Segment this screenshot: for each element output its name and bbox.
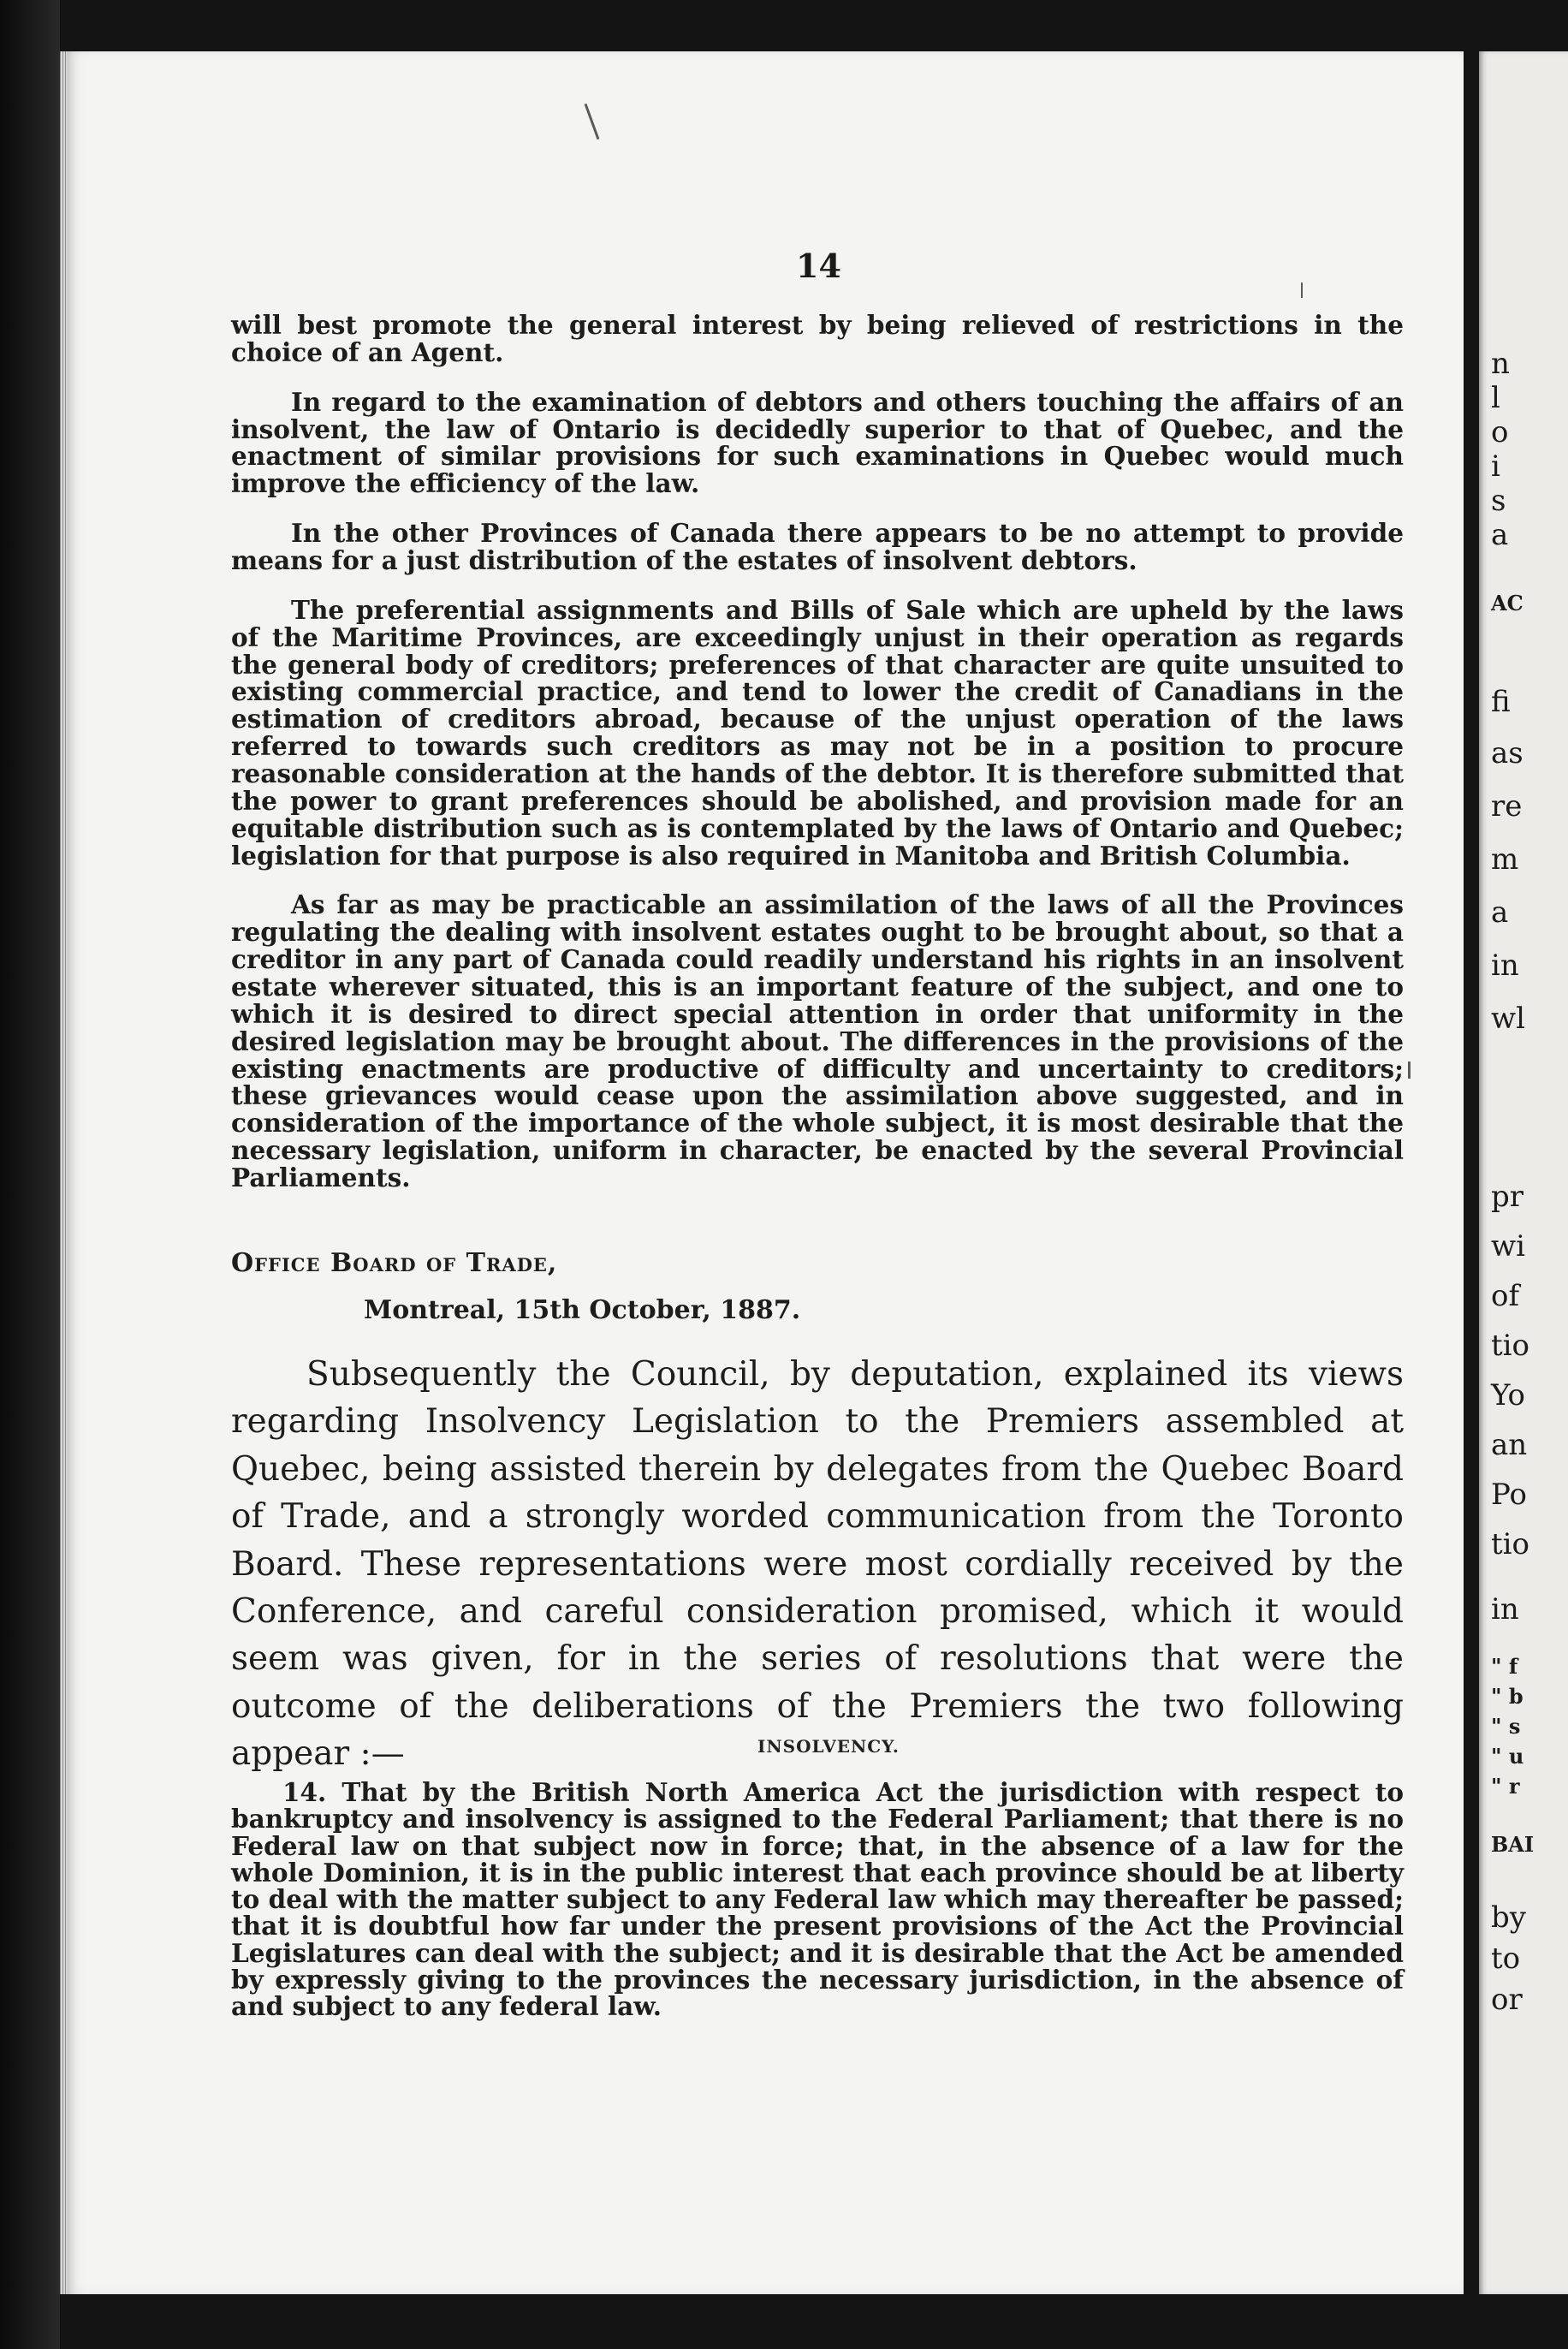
facing-fragment: " s (1491, 1714, 1521, 1739)
facing-fragment: an (1491, 1428, 1528, 1462)
facing-fragment: to (1491, 1942, 1521, 1976)
page-edge (60, 51, 67, 2294)
book-gutter (0, 0, 60, 2349)
facing-fragment: tio (1491, 1329, 1530, 1363)
page-number: 14 (796, 247, 841, 285)
facing-fragment: of (1491, 1279, 1520, 1313)
facing-fragment: a (1491, 518, 1509, 552)
paragraph-continuation: will best promote the general interest by being relieved of restrictions in the choice of an Agent. (231, 310, 1404, 367)
scanned-page (60, 51, 1464, 2294)
facing-fragment: n (1491, 347, 1510, 381)
scan-speck (585, 104, 600, 140)
facing-fragment: AC (1491, 591, 1523, 615)
narrative-paragraph: Subsequently the Council, by deputation, explained its views regarding Insolvency Legislation to the Premiers assembled at Quebec, being assisted therein by delegates from the Quebec Board of Trade, and a strongly worded communication from the Toronto Board. These representations were most cordially received by the Conference, and careful consideration promised, which it would seem was given, for in the series of resolutions that were the outcome of the deliberations of the Premiers the two following appear :— (231, 1355, 1404, 1773)
facing-fragment: a (1491, 895, 1509, 930)
facing-fragment: in (1491, 1592, 1519, 1626)
paragraph-other-provinces: In the other Provinces of Canada there appears to be no attempt to provide means for a just distribution of the estates of insolvent debtors. (231, 518, 1404, 576)
paragraph-examination: In regard to the examination of debtors and others touching the affairs of an insolvent, the law of Ontario is decidedly superior to that of Quebec, and the enactment of similar provisions for such examinations in Quebec would much improve the efficiency of the law. (231, 386, 1404, 499)
facing-fragment: or (1491, 1983, 1523, 2017)
facing-fragment: l (1491, 381, 1500, 415)
resolution-text (231, 1777, 1404, 2022)
resolution-paragraph: 14. That by the British North America Act the jurisdiction with respect to bankruptcy and insolvency is assigned to the Federal Parliament; that there is no Federal law on that subject now in force; that, in the absence of a law for the whole Dominion, it is in the public interest that each province should be at liberty to deal with the matter subject to any Federal law which may thereafter be passed; that it is doubtful how far under the present provisions of the Act the Provincial Legislatures can deal with the subject; and it is desirable that the Act be amended by expressly giving to the provinces the necessary jurisdiction, in the absence of and subject to any federal law. (231, 1777, 1404, 2022)
facing-fragment: BAI (1491, 1832, 1535, 1857)
facing-fragment: " r (1491, 1774, 1520, 1799)
signature-block (231, 1248, 800, 1325)
facing-fragment: " f (1491, 1654, 1518, 1679)
facing-fragment: in (1491, 949, 1519, 983)
signature-office: Office Board of Trade, (231, 1248, 558, 1278)
facing-fragment: Po (1491, 1478, 1527, 1512)
facing-fragment: wi (1491, 1229, 1525, 1264)
paragraph-assimilation: As far as may be practicable an assimilation of the laws of all the Provinces regulating the dealing with insolvent estates ought to be brought about, so that a creditor in any part of Canada could readily understand his rights in an insolvent estate wherever situated, this is an important feature of the subject, and one to which it is desired to direct special attention in order that uniformity in the desired legislation may be brought about. The differences in the provisions of the existing enactments are productive of difficulty and uncertainty to creditors; these grievances would cease upon the assimilation above suggested, and in consideration of the importance of the whole subject, it is most desirable that the necessary legislation, uniform in character, be enacted by the several Provincial Parliaments. (231, 889, 1404, 1193)
narrative-text (231, 1351, 1404, 1777)
facing-fragment: tio (1491, 1527, 1530, 1561)
facing-fragment: " b (1491, 1684, 1523, 1709)
facing-fragment: m (1491, 842, 1519, 877)
facing-fragment: " u (1491, 1744, 1524, 1769)
facing-fragment: fi (1491, 685, 1511, 719)
facing-fragment: Yo (1491, 1378, 1525, 1412)
facing-fragment: s (1491, 484, 1506, 518)
paragraph-preferential-assignments: The preferential assignments and Bills of Sale which are upheld by the laws of the Maritime Provinces, are exceedingly unjust in their operation as regards the general body of creditors; preferences of that character are quite unsuited to existing commercial practice, and tend to lower the credit of Canadians in the estimation of creditors abroad, because of the unjust operation of the laws referred to towards such creditors as may not be in a position to procure reasonable consideration at the hands of the debtor. It is therefore submitted that the power to grant preferences should be abolished, and provision made for an equitable distribution such as is contemplated by the laws of Ontario and Quebec; legislation for that purpose is also required in Manitoba and British Columbia. (231, 594, 1404, 871)
scan-speck (1301, 282, 1303, 298)
facing-fragment: wl (1491, 1002, 1525, 1036)
facing-page (1479, 51, 1568, 2294)
section-heading: INSOLVENCY. (757, 1736, 900, 1757)
signature-date: Montreal, 15th October, 1887. (364, 1295, 801, 1325)
facing-fragment: pr (1491, 1180, 1524, 1214)
facing-fragment: i (1491, 449, 1500, 484)
facing-fragment: by (1491, 1900, 1526, 1935)
memorandum-text (231, 312, 1404, 1214)
facing-fragment: as (1491, 736, 1523, 770)
facing-fragment: o (1491, 415, 1509, 449)
scan-speck (1408, 1062, 1411, 1079)
facing-fragment: re (1491, 789, 1523, 824)
